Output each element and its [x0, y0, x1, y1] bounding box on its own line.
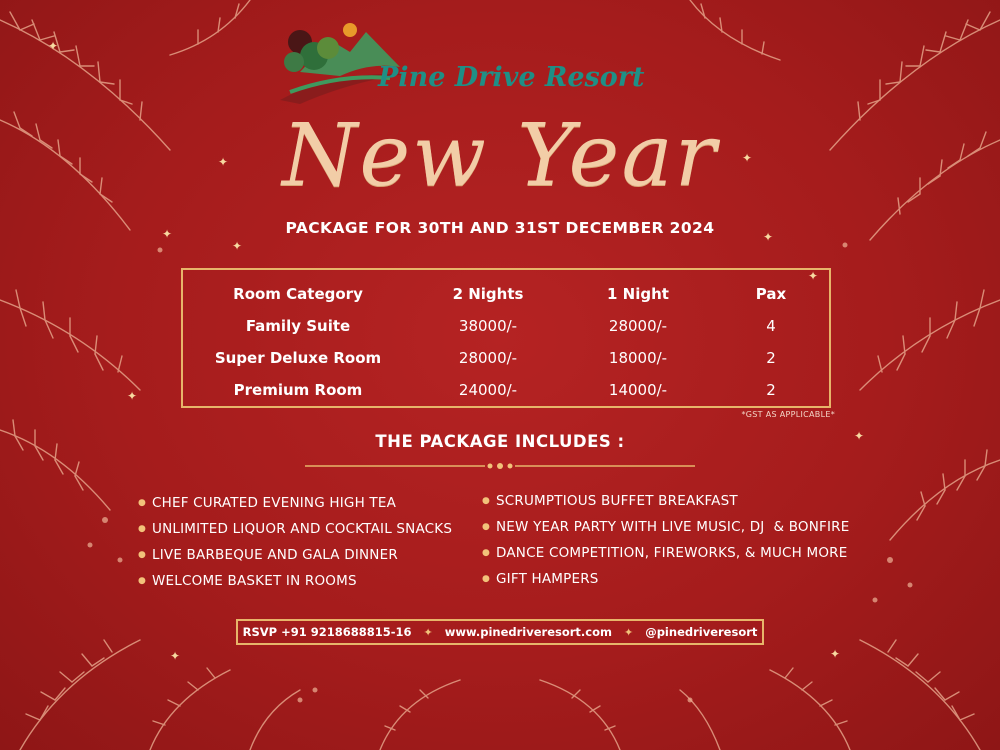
bullet-icon: ● [482, 574, 491, 584]
sparkle-icon: ✦ [763, 230, 774, 244]
price-1-night: 28000/- [608, 317, 668, 335]
package-dates: PACKAGE FOR 30TH AND 31ST DECEMBER 2024 [285, 219, 715, 237]
table-header-row [183, 278, 829, 310]
table-row [183, 342, 829, 374]
rates-table [181, 268, 831, 408]
headline: New Year [282, 106, 718, 206]
sparkle-icon: ✦ [162, 227, 173, 241]
table-row [183, 310, 829, 342]
sparkle-icon: ✦ [232, 239, 243, 253]
rsvp-phone[interactable]: RSVP +91 9218688815-16 [242, 625, 412, 639]
room-category: Premium Room [233, 381, 363, 399]
sparkle-icon: ✦ [218, 155, 229, 169]
header-pax: Pax [755, 285, 787, 303]
bullet-icon: ● [482, 522, 491, 532]
bullet-icon: ● [482, 496, 491, 506]
bullet-icon: ● [138, 498, 147, 508]
header-room-category: Room Category [233, 285, 363, 303]
list-item: ● UNLIMITED LIQUOR AND COCKTAIL SNACKS [138, 516, 452, 542]
gst-note: *GST AS APPLICABLE* [741, 410, 835, 419]
includes-title: THE PACKAGE INCLUDES : [375, 432, 625, 451]
list-item: ● GIFT HAMPERS [482, 566, 850, 592]
includes-list-left [138, 490, 452, 594]
sparkle-icon: ✦ [742, 151, 753, 165]
bullet-icon: ● [138, 576, 147, 586]
price-2-nights: 28000/- [458, 349, 518, 367]
website-link[interactable]: www.pinedriveresort.com [444, 625, 612, 639]
bullet-icon: ● [138, 524, 147, 534]
social-handle[interactable]: @pinedriveresort [645, 625, 758, 639]
price-1-night: 14000/- [608, 381, 668, 399]
price-2-nights: 38000/- [458, 317, 518, 335]
header-2-nights: 2 Nights [452, 285, 524, 303]
sparkle-icon: ✦ [854, 429, 865, 443]
sparkle-icon: ✦ [127, 389, 138, 403]
bullet-icon: ● [482, 548, 491, 558]
sparkle-icon: ✦ [423, 625, 433, 639]
list-item: ● NEW YEAR PARTY WITH LIVE MUSIC, DJ & BONFIRE [482, 514, 850, 540]
resort-name: Pine Drive Resort [378, 62, 645, 93]
pax: 4 [766, 317, 776, 335]
sparkle-icon: ✦ [830, 647, 841, 661]
pax: 2 [766, 381, 776, 399]
contact-bar [236, 619, 764, 645]
list-item: ● WELCOME BASKET IN ROOMS [138, 568, 452, 594]
table-row [183, 374, 829, 406]
room-category: Family Suite [245, 317, 351, 335]
sparkle-icon: ✦ [623, 625, 634, 639]
sparkle-icon: ✦ [808, 269, 819, 283]
sparkle-icon: ✦ [170, 649, 181, 663]
room-category: Super Deluxe Room [214, 349, 382, 367]
price-2-nights: 24000/- [458, 381, 518, 399]
list-item: ● DANCE COMPETITION, FIREWORKS, & MUCH MORE [482, 540, 850, 566]
includes-list-right [482, 488, 850, 592]
pax: 2 [766, 349, 776, 367]
sparkle-icon: ✦ [48, 39, 59, 53]
bullet-icon: ● [138, 550, 147, 560]
list-item: ● CHEF CURATED EVENING HIGH TEA [138, 490, 452, 516]
list-item: ● LIVE BARBEQUE AND GALA DINNER [138, 542, 452, 568]
price-1-night: 18000/- [608, 349, 668, 367]
ornamental-divider [305, 460, 695, 472]
list-item: ● SCRUMPTIOUS BUFFET BREAKFAST [482, 488, 850, 514]
header-1-night: 1 Night [607, 285, 669, 303]
resort-logo [270, 12, 650, 107]
